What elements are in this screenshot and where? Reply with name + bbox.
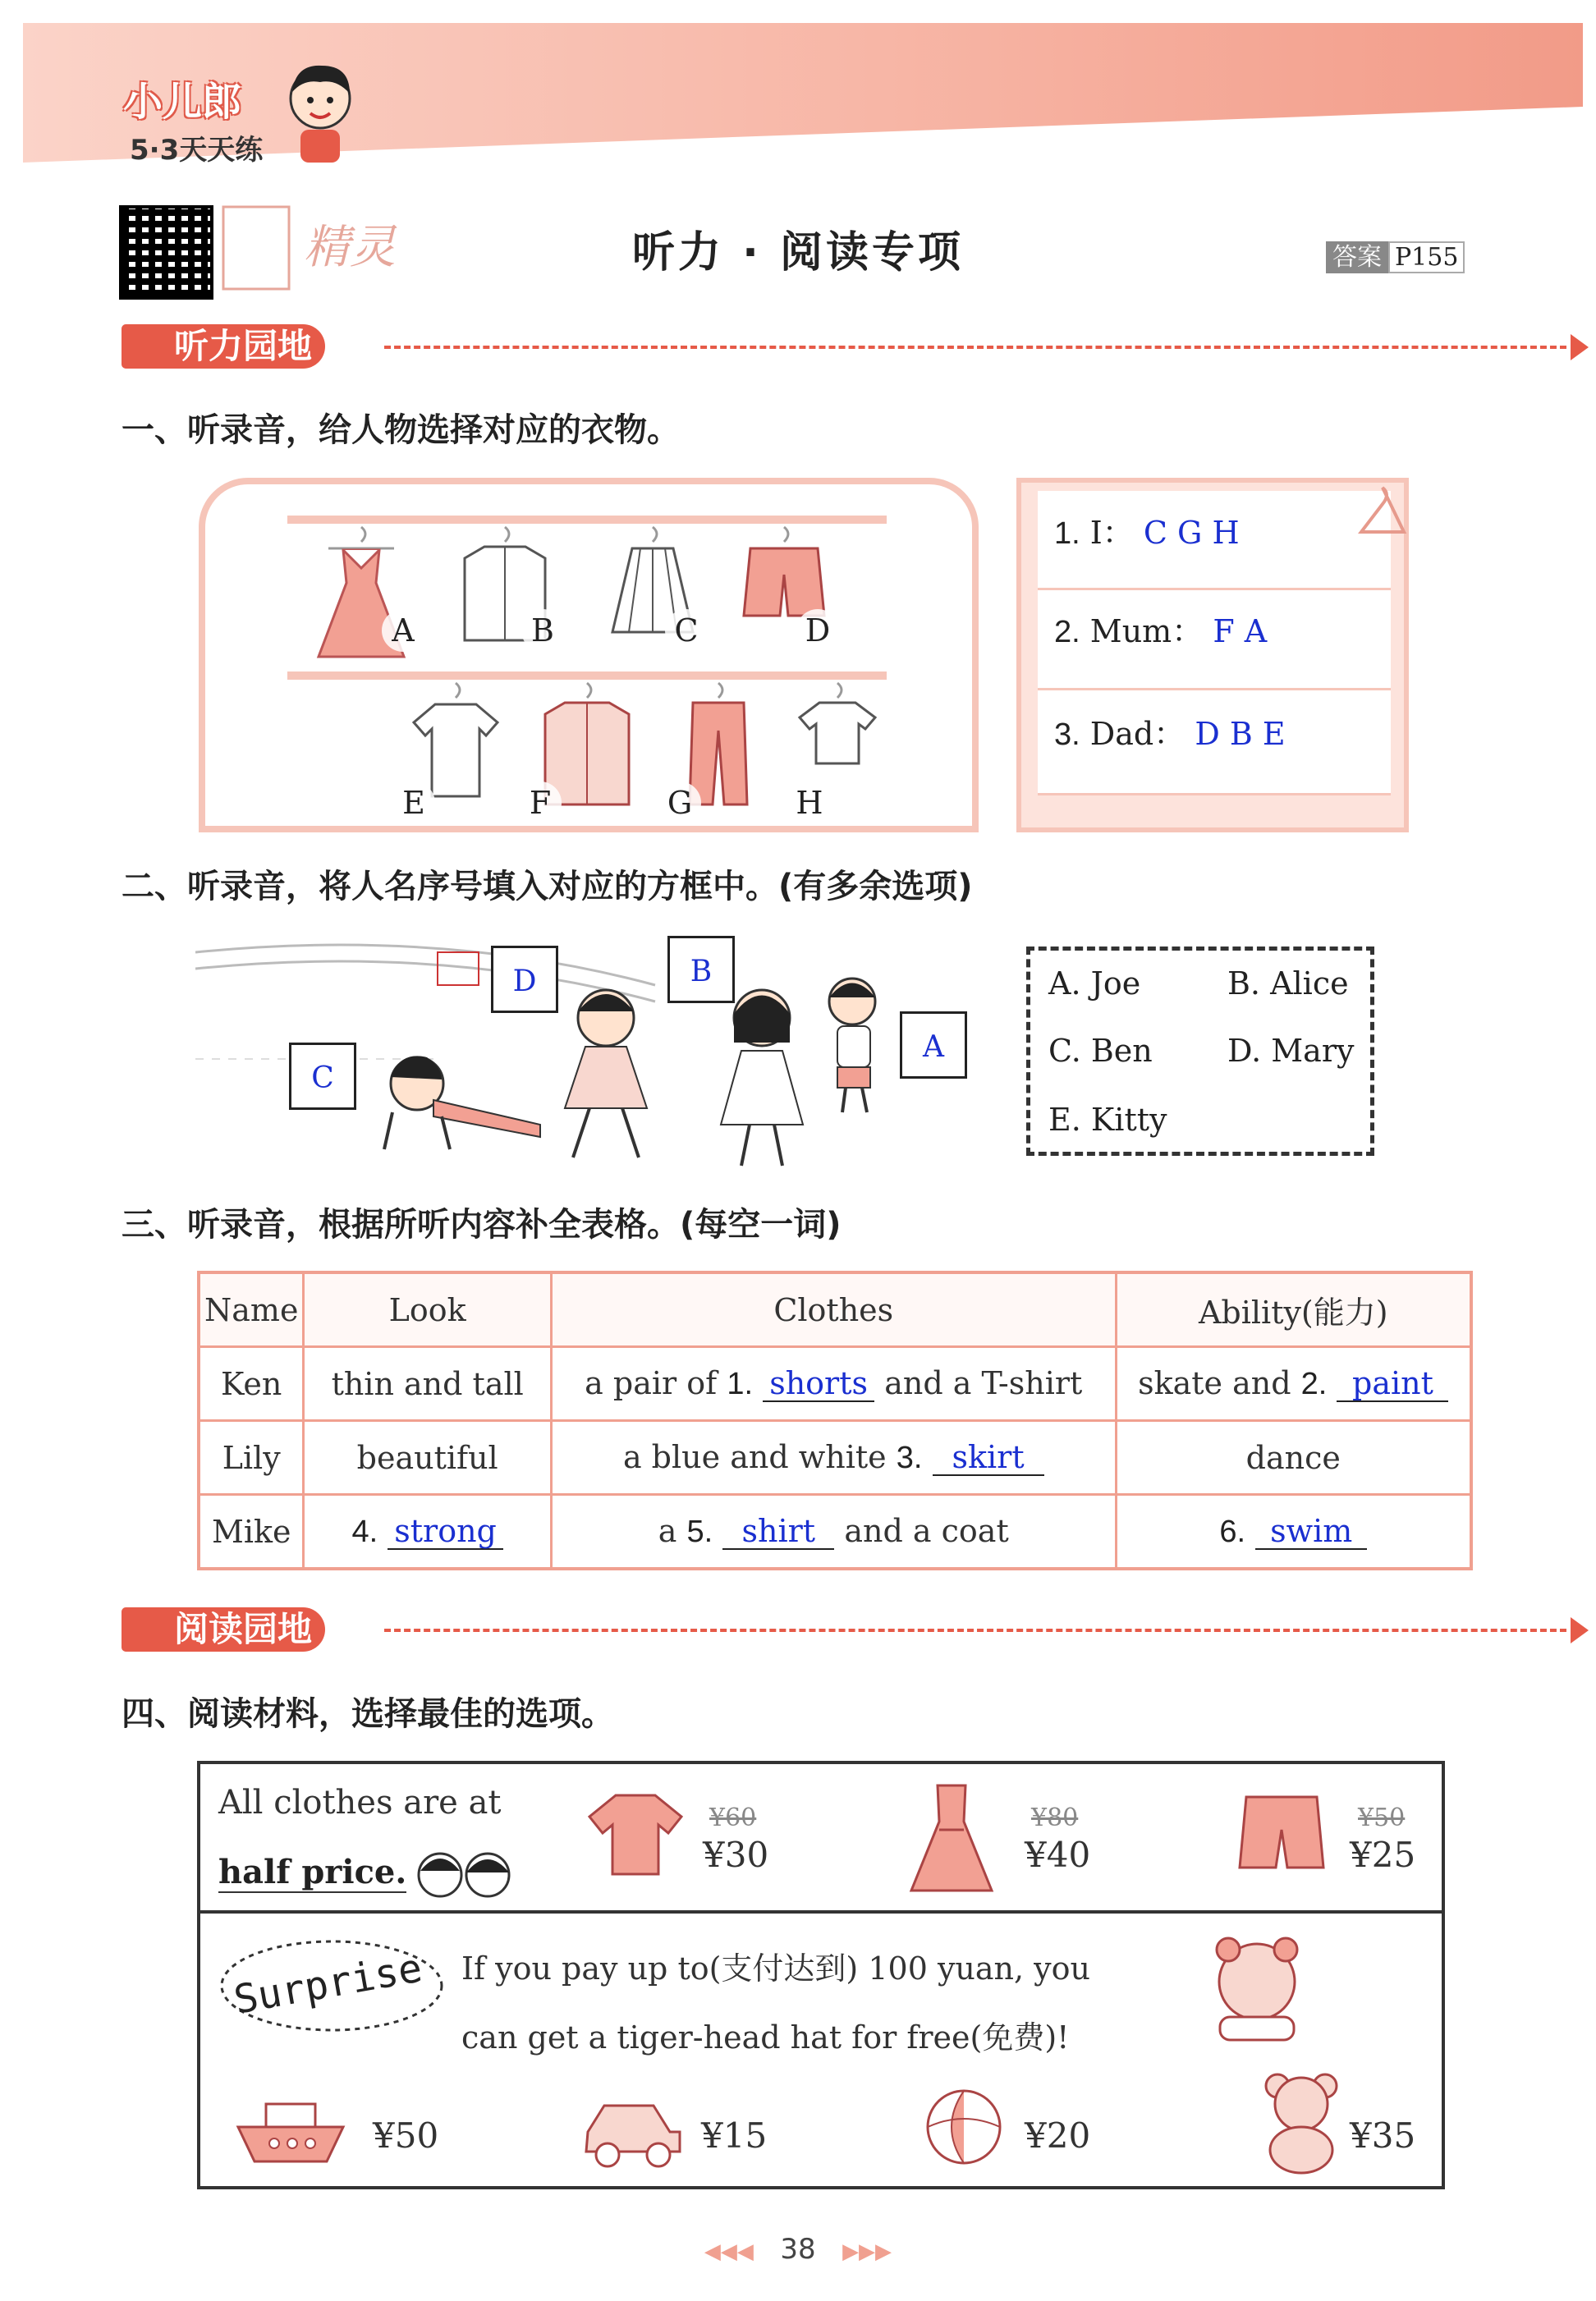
answer-value: F A [1213,613,1268,649]
table-row [199,1495,1471,1570]
answer-reference[interactable] [1326,236,1465,273]
prev-arrows-icon: ◀◀◀ [704,2239,754,2264]
answer-blank[interactable]: paint [1337,1366,1448,1402]
column-header: Ability(能力) [1116,1272,1471,1347]
answer-box[interactable]: A [900,1011,967,1079]
clothes-label: A [382,609,424,652]
page-title: 听力 · 阅读专项 [632,228,964,277]
arrow-right-icon [1571,1617,1589,1643]
table-row [199,1347,1471,1421]
old-price: ¥60 [709,1804,757,1832]
old-price: ¥80 [1031,1804,1079,1832]
old-price: ¥50 [1358,1804,1406,1832]
logo: 小儿郎 [123,79,242,125]
surprise-line-1: If you pay up to(支付达到) 100 yuan, you [461,1950,1090,1987]
clothes-label: B [521,609,564,652]
wardrobe [199,478,979,832]
page-number: ◀◀◀ 38 ▶▶▶ [704,2233,892,2266]
name-cell: Ken [199,1347,304,1421]
look-cell: beautiful [304,1421,551,1495]
toy-price: ¥20 [1025,2115,1091,2156]
next-arrows-icon: ▶▶▶ [842,2239,892,2264]
table-header-row [199,1272,1471,1347]
toy-price: ¥15 [701,2115,768,2156]
sale-price: ¥40 [1025,1835,1091,1875]
listening-tag-label: 听力园地 [122,324,325,369]
part1-heading: 一、听录音，给人物选择对应的衣物。 [122,411,680,449]
column-header: Name [199,1272,304,1347]
ability-cell: 6. swim [1116,1495,1471,1570]
answer-box[interactable]: B [667,936,735,1003]
answer-blank[interactable]: shorts [763,1366,874,1402]
toy-price: ¥35 [1350,2115,1416,2156]
option: C. Ben [1048,1033,1153,1069]
clothes-cell: a pair of 1. shorts and a T-shirt [551,1347,1116,1421]
answer-board [1016,478,1409,832]
answer-label: 答案 [1326,241,1388,273]
arrow-right-icon [1571,334,1589,360]
shorts-icon [1236,1789,1327,1879]
surprise-word: Surprise [230,1945,426,2024]
section-divider [200,1910,1442,1914]
name-cell: Lily [199,1421,304,1495]
ball-icon [923,2086,1005,2168]
clothes-rail [287,672,887,680]
name-options-box [1026,947,1374,1156]
answer-value: C G H [1143,515,1240,551]
answer-row: 2. Mum： F A [1054,613,1268,649]
option: B. Alice [1227,965,1349,1002]
reading-section-tag [122,1607,1596,1655]
part4-heading: 四、阅读材料，选择最佳的选项。 [122,1695,614,1733]
dashed-divider [384,1629,1566,1632]
clothes-cell: a 5. shirt and a coat [551,1495,1116,1570]
look-cell: thin and tall [304,1347,551,1421]
clothes-label: D [796,609,839,652]
answer-blank[interactable]: shirt [722,1514,834,1550]
hanger-icon [1358,483,1407,548]
ability-cell: skate and 2. paint [1116,1347,1471,1421]
answer-blank[interactable]: strong [388,1514,503,1550]
tshirt-icon [586,1789,685,1879]
column-header: Look [304,1272,551,1347]
part3-heading: 三、听录音，根据所听内容补全表格。(每空一词) [122,1206,842,1244]
answer-row: 3. Dad： D B E [1054,716,1286,752]
name-cell: Mike [199,1495,304,1570]
answer-box[interactable]: C [289,1043,356,1110]
playground-scene [195,936,975,1174]
clothes-label: C [665,609,708,652]
dress-icon [906,1781,997,1895]
option: E. Kitty [1048,1102,1167,1138]
clothes-label: G [658,782,701,824]
ability-cell: dance [1116,1421,1471,1495]
look-cell: 4. strong [304,1495,551,1570]
mascot-boy-icon [279,57,361,164]
clothes-rail [287,516,887,524]
option: D. Mary [1227,1033,1355,1069]
answer-page: P155 [1388,241,1465,273]
dashed-divider [384,346,1566,349]
answer-blank[interactable]: skirt [933,1440,1044,1476]
part2-heading: 二、听录音，将人名序号填入对应的方框中。(有多余选项) [122,868,973,905]
surprise-line-2: can get a tiger-head hat for free(免费)! [461,2019,1070,2056]
reading-tag-label: 阅读园地 [122,1607,325,1652]
answer-box[interactable]: D [491,946,558,1013]
clothes-label: E [392,782,435,824]
info-table [197,1271,1473,1570]
teddy-bear-icon [1256,2070,1346,2176]
answer-blank[interactable]: swim [1255,1514,1367,1550]
answer-value: D B E [1195,716,1286,752]
sale-price: ¥30 [703,1835,769,1875]
table-row [199,1421,1471,1495]
toy-price: ¥50 [373,2115,439,2156]
clothes-label: F [519,782,562,824]
svg-text:精灵: 精灵 [304,221,396,274]
boat-icon [233,2086,348,2168]
answer-row: 1. I： C G H [1054,515,1240,551]
option: A. Joe [1048,965,1141,1002]
tiger-head-hat-icon [1204,1928,1310,2051]
sale-price: ¥25 [1350,1835,1416,1875]
kids-faces-icon [415,1846,514,1904]
promo-line-2: half price. [218,1853,407,1891]
listening-section-tag [122,324,1596,372]
logo-subtitle: 5·3天天练 [130,134,264,167]
column-header: Clothes [551,1272,1116,1347]
clothes-cell: a blue and white 3. skirt [551,1421,1116,1495]
shop-advertisement [197,1761,1445,2189]
t-shirt-small-icon [796,681,878,772]
promo-line-1: All clothes are at [218,1784,502,1822]
clothes-label: H [788,782,831,824]
toy-car-icon [580,2083,686,2173]
